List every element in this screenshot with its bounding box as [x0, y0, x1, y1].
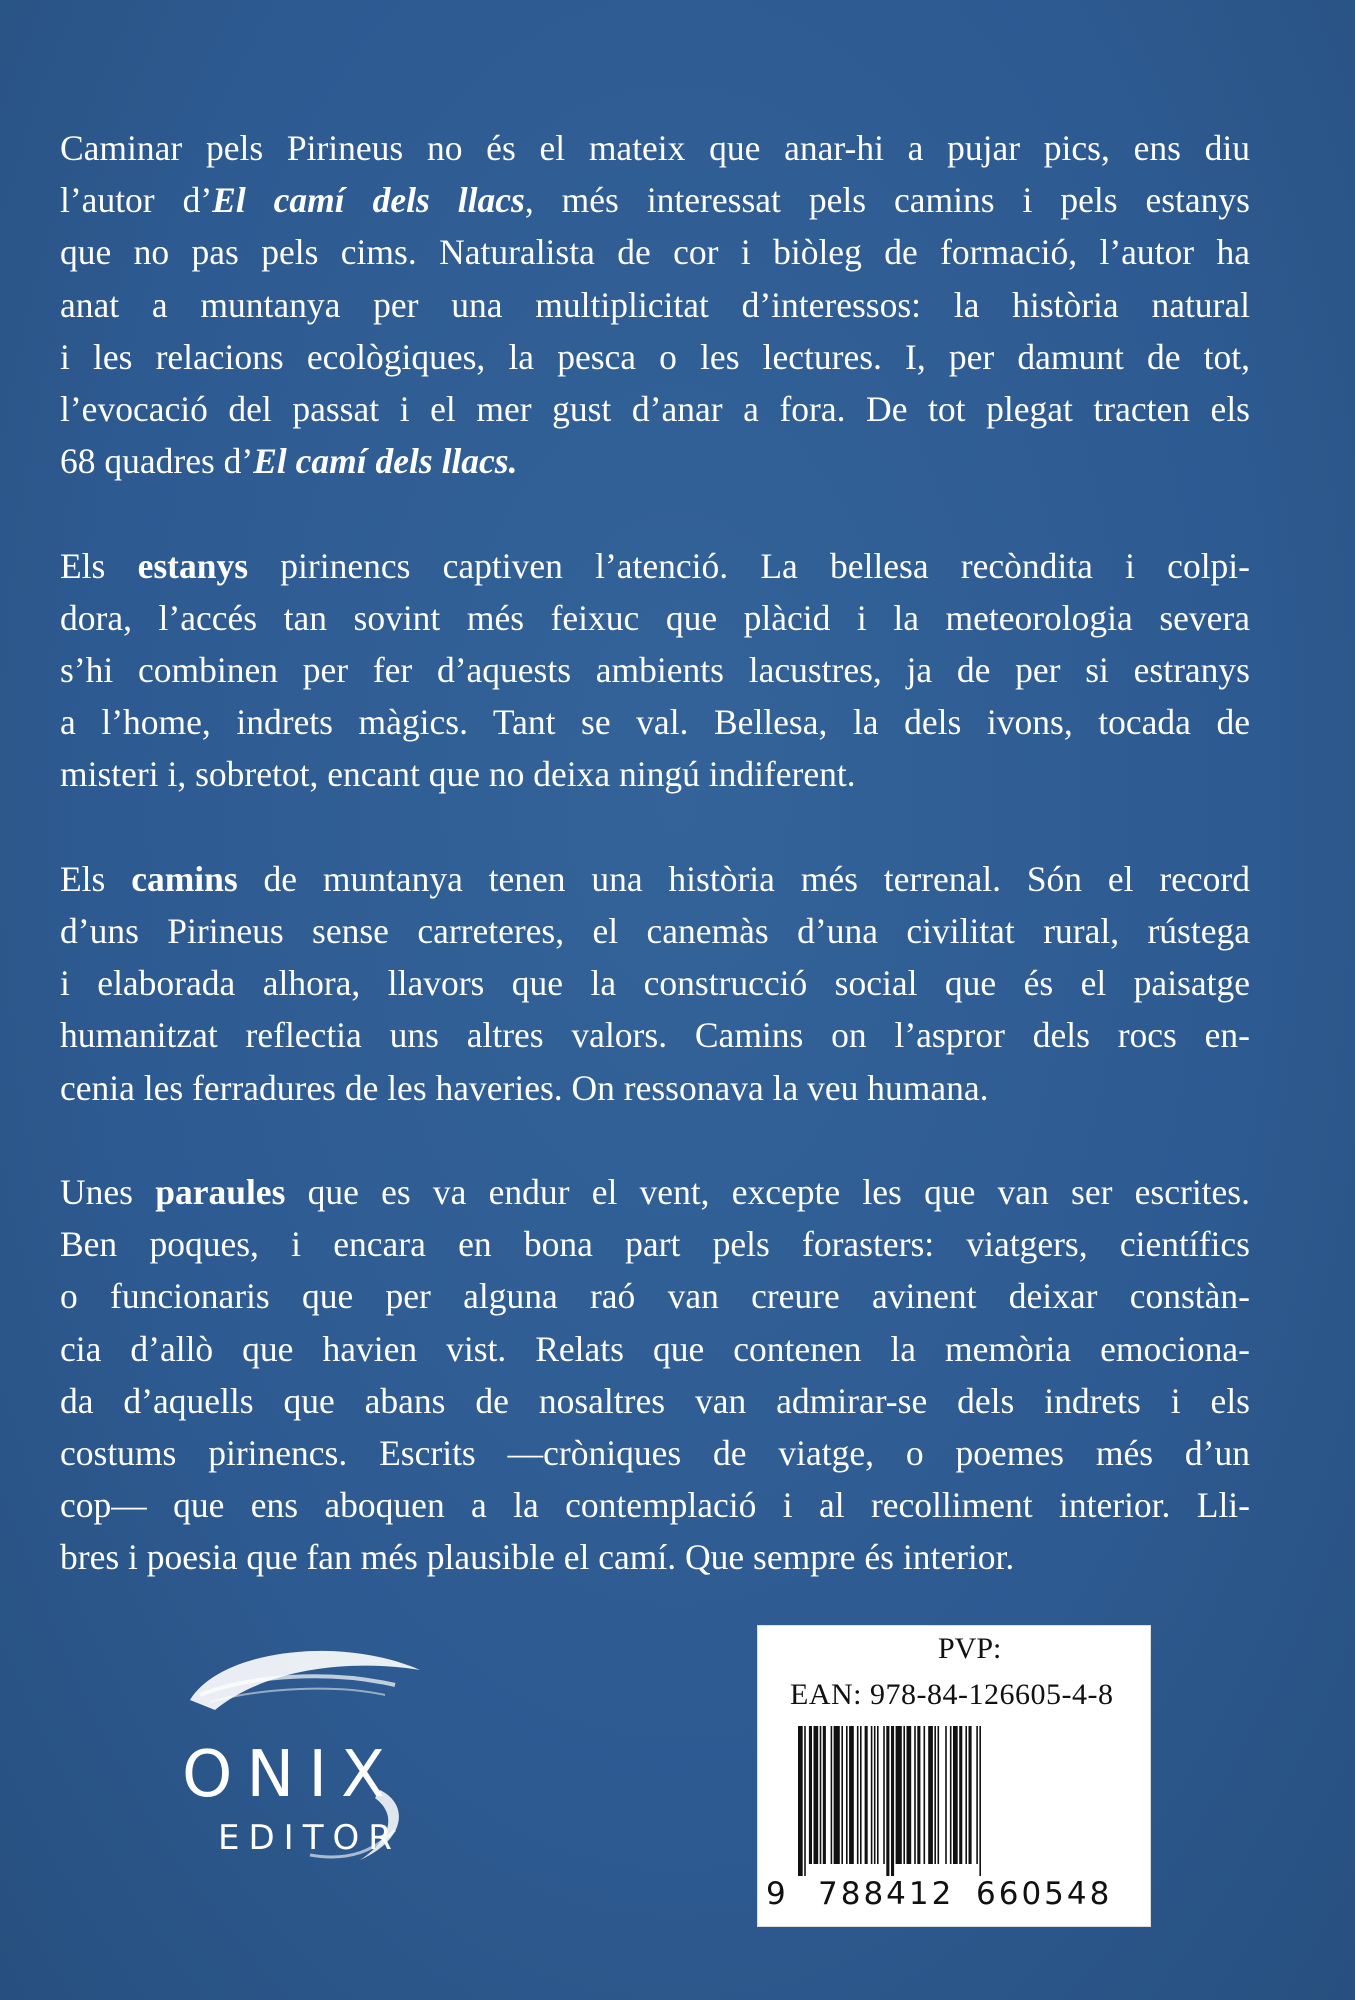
text-segment: Els — [60, 858, 132, 899]
price-label: PVP: — [938, 1632, 1002, 1665]
barcode-bar — [953, 1726, 958, 1864]
barcode-bar — [804, 1726, 806, 1876]
text-segment: s’hi combinen per fer d’aquests ambients lacustres, ja de per si estranys — [60, 650, 1250, 691]
barcode-bar — [886, 1726, 889, 1876]
barcode-bars — [788, 1726, 1128, 1876]
barcode-bar — [831, 1726, 833, 1864]
text-line — [60, 540, 1250, 592]
text-segment: cop— que ens aboquen a la contemplació i al recolliment interior. Lli- — [60, 1485, 1250, 1526]
text-segment: dora, l’accés tan sovint més feixuc que plàcid i la meteorologia severa — [60, 597, 1250, 638]
barcode-bar — [849, 1726, 854, 1864]
barcode-bar — [924, 1726, 926, 1864]
barcode-bar — [823, 1726, 826, 1864]
barcode-bar — [917, 1726, 920, 1864]
text-segment: i les relacions ecològiques, la pesca o les lectures. I, per damunt de tot, — [60, 336, 1250, 377]
barcode-bar — [950, 1726, 952, 1864]
text-segment: Ben poques, i encara en bona part pels forasters: viatgers, científics — [60, 1224, 1250, 1265]
barcode-bar — [809, 1726, 812, 1864]
keyword-text: paraules — [155, 1172, 286, 1213]
barcode-bar — [814, 1726, 819, 1864]
barcode-bar — [934, 1726, 936, 1864]
text-line — [60, 957, 1250, 1009]
barcode-bar — [820, 1726, 822, 1864]
text-line — [60, 1218, 1250, 1270]
barcode-bar — [841, 1726, 843, 1864]
paragraph — [60, 122, 1250, 487]
text-line — [60, 853, 1250, 905]
barcode-digit-group-1: 788412 — [818, 1876, 955, 1912]
text-line — [60, 1375, 1250, 1427]
ean-label: EAN: 978-84-126605-4-8 — [790, 1678, 1114, 1711]
text-line — [60, 226, 1250, 278]
text-segment: a l’home, indrets màgics. Tant se val. Bellesa, la dels ivons, tocada de — [60, 702, 1250, 743]
book-title-text: El camí dels llacs — [212, 180, 525, 221]
back-cover-text — [60, 122, 1250, 1636]
text-line — [60, 1531, 1250, 1583]
text-segment: pirinencs captiven l’atenció. La bellesa recòndita i colpi- — [248, 545, 1250, 586]
text-segment: Caminar pels Pirineus no és el mateix que anar-hi a pujar pics, ens diu — [60, 128, 1250, 168]
paragraph — [60, 853, 1250, 1114]
barcode-bar — [976, 1726, 978, 1864]
text-line — [60, 122, 1250, 174]
barcode-bar — [903, 1726, 905, 1864]
publisher-logo — [160, 1640, 460, 1870]
keyword-text: estanys — [137, 545, 249, 586]
text-line — [60, 1009, 1250, 1061]
text-line — [60, 748, 1250, 800]
barcode-bar — [846, 1726, 848, 1864]
barcode-bar — [969, 1726, 972, 1864]
barcode-digit-group-2: 660548 — [976, 1876, 1113, 1912]
barcode-bar — [891, 1726, 894, 1876]
text-segment: humanitzat reflectia uns altres valors. Camins on l’aspror dels rocs en- — [60, 1015, 1250, 1056]
text-segment: Els — [60, 545, 138, 586]
barcode-bar — [914, 1726, 916, 1864]
text-segment: da d’aquells que abans de nosaltres van admirar-se dels indrets i els — [60, 1380, 1250, 1421]
text-segment: de muntanya tenen una història més terrenal. Són el record — [237, 858, 1250, 899]
barcode-bar — [959, 1726, 962, 1864]
text-line — [60, 592, 1250, 644]
text-segment: cia d’allò que havien vist. Relats que contenen la memòria emociona- — [60, 1328, 1250, 1369]
text-segment: 68 quadres d’ — [60, 441, 254, 482]
text-segment: misteri i, sobretot, encant que no deixa ningú indiferent. — [60, 754, 856, 795]
barcode-bar — [798, 1726, 803, 1876]
text-segment: anat a muntanya per una multiplicitat d’interessos: la història natural — [60, 284, 1250, 325]
text-segment: l’autor d’ — [60, 180, 213, 221]
text-segment: o funcionaris que per alguna raó van creure avinent deixar constàn- — [60, 1276, 1250, 1317]
barcode-label — [757, 1625, 1151, 1927]
text-line — [60, 174, 1250, 226]
text-segment: que es va endur el vent, excepte les que van ser escrites. — [285, 1172, 1250, 1213]
text-line — [60, 383, 1250, 435]
text-line — [60, 331, 1250, 383]
text-line — [60, 1323, 1250, 1375]
book-title-text: El camí dels llacs. — [253, 441, 518, 482]
text-segment: Unes — [60, 1172, 156, 1213]
barcode-bar — [938, 1726, 940, 1864]
barcode-bar — [871, 1726, 873, 1864]
text-segment: d’uns Pirineus sense carreteres, el canemàs d’una civilitat rural, rústega — [60, 911, 1250, 952]
publisher-name: ONIX — [182, 1738, 399, 1812]
barcode-bar — [965, 1726, 967, 1864]
barcode-bar — [874, 1726, 876, 1864]
publisher-subtitle: EDITOR — [218, 1818, 401, 1858]
barcode-bar — [883, 1726, 885, 1864]
barcode-bar — [928, 1726, 933, 1864]
text-line — [60, 1427, 1250, 1479]
keyword-text: camins — [131, 858, 238, 899]
text-segment: costums pirinencs. Escrits —cròniques de viatge, o poemes més d’un — [60, 1433, 1250, 1474]
text-segment: i elaborada alhora, llavors que la construcció social que és el paisatge — [60, 963, 1250, 1004]
paragraph — [60, 540, 1250, 801]
barcode-bar — [945, 1726, 947, 1864]
barcode-bar — [979, 1726, 981, 1876]
paragraph — [60, 1166, 1250, 1584]
text-line — [60, 905, 1250, 957]
barcode-bar — [865, 1726, 868, 1864]
barcode-digit-prefix: 9 — [766, 1876, 786, 1912]
text-line — [60, 1270, 1250, 1322]
text-segment: bres i poesia que fan més plausible el camí. Que sempre és interior. — [60, 1537, 1015, 1578]
barcode-bar — [860, 1726, 862, 1864]
barcode-bar — [877, 1726, 879, 1864]
barcode-bar — [834, 1726, 840, 1864]
text-segment: l’evocació del passat i el mer gust d’anar a fora. De tot plegat tracten els — [60, 389, 1250, 430]
text-line — [60, 644, 1250, 696]
barcode-bar — [907, 1726, 912, 1864]
text-line — [60, 1062, 1250, 1114]
text-segment: , més interessat pels camins i pels estanys — [524, 180, 1250, 221]
text-line — [60, 435, 1250, 487]
text-segment: que no pas pels cims. Naturalista de cor i biòleg de formació, l’autor ha — [60, 232, 1250, 273]
text-line — [60, 696, 1250, 748]
text-line — [60, 279, 1250, 331]
text-line — [60, 1479, 1250, 1531]
text-line — [60, 1166, 1250, 1218]
text-segment: cenia les ferradures de les haveries. On ressonava la veu humana. — [60, 1067, 989, 1108]
barcode-bar — [857, 1726, 859, 1864]
barcode-bar — [896, 1726, 902, 1864]
